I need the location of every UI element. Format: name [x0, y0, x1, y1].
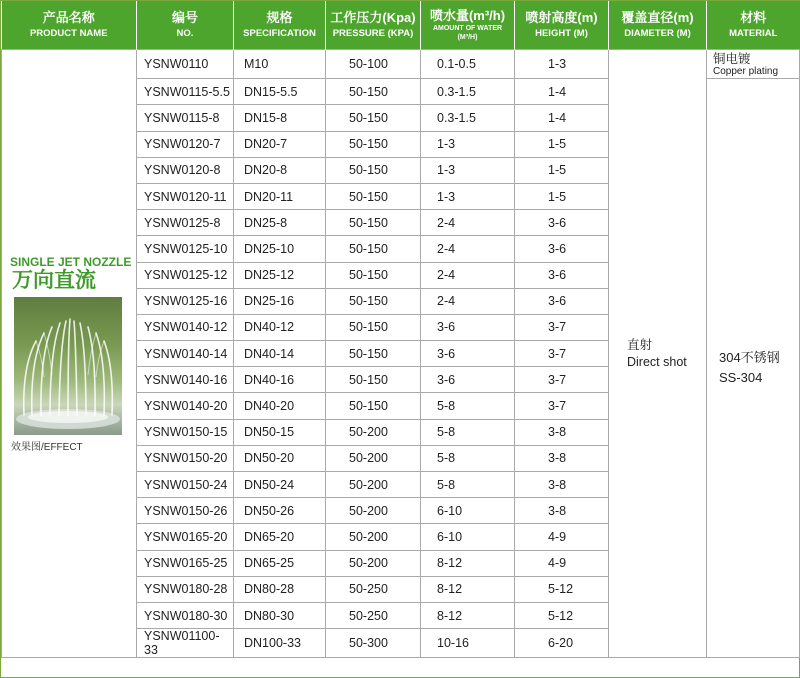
product-cell [2, 50, 137, 658]
model-number: YSNW0115-5.5 [137, 79, 234, 105]
specification: DN40-14 [234, 341, 326, 367]
spec-table [1, 1, 800, 658]
water-amount: 0.3-1.5 [421, 79, 515, 105]
jet-height: 1-3 [515, 50, 609, 79]
model-number: YSNW0165-20 [137, 524, 234, 550]
model-number: YSNW0125-16 [137, 288, 234, 314]
specification: DN40-20 [234, 393, 326, 419]
pressure: 50-150 [326, 236, 421, 262]
model-number: YSNW0115-8 [137, 105, 234, 131]
specification: DN50-15 [234, 419, 326, 445]
material-first-en: Copper plating [713, 66, 779, 77]
jet-height: 6-20 [515, 629, 609, 658]
model-number: YSNW0125-8 [137, 210, 234, 236]
model-number: YSNW0165-25 [137, 550, 234, 576]
water-amount: 0.3-1.5 [421, 105, 515, 131]
fountain-effect-image [14, 297, 122, 435]
specification: DN20-8 [234, 157, 326, 183]
jet-height: 3-6 [515, 262, 609, 288]
jet-height: 4-9 [515, 550, 609, 576]
model-number: YSNW0140-14 [137, 341, 234, 367]
pressure: 50-150 [326, 210, 421, 236]
jet-height: 3-6 [515, 210, 609, 236]
water-amount: 5-8 [421, 472, 515, 498]
jet-height: 3-8 [515, 419, 609, 445]
pressure: 50-150 [326, 183, 421, 209]
pressure: 50-300 [326, 629, 421, 658]
pressure: 50-250 [326, 602, 421, 628]
pressure: 50-200 [326, 498, 421, 524]
pressure: 50-150 [326, 393, 421, 419]
header-product: 产品名称 PRODUCT NAME [2, 1, 137, 50]
water-amount: 0.1-0.5 [421, 50, 515, 79]
model-number: YSNW0150-24 [137, 472, 234, 498]
pressure: 50-200 [326, 445, 421, 471]
jet-height: 1-5 [515, 183, 609, 209]
jet-height: 3-7 [515, 367, 609, 393]
jet-height: 4-9 [515, 524, 609, 550]
fountain-jets-icon [14, 297, 122, 435]
specification: DN80-28 [234, 576, 326, 602]
specification: DN25-8 [234, 210, 326, 236]
model-number: YSNW0140-12 [137, 314, 234, 340]
diameter-cn: 直射 [627, 337, 653, 352]
pressure: 50-150 [326, 314, 421, 340]
header-height: 喷射高度(m) HEIGHT (M) [515, 1, 609, 50]
jet-height: 3-7 [515, 314, 609, 340]
specification: DN40-12 [234, 314, 326, 340]
jet-height: 5-12 [515, 602, 609, 628]
water-amount: 8-12 [421, 576, 515, 602]
water-amount: 5-8 [421, 419, 515, 445]
water-amount: 6-10 [421, 524, 515, 550]
material-first-cell [707, 50, 800, 79]
specification: DN25-12 [234, 262, 326, 288]
jet-height: 3-7 [515, 393, 609, 419]
water-amount: 1-3 [421, 157, 515, 183]
material-main-en: SS-304 [719, 370, 763, 386]
diameter-en: Direct shot [627, 354, 687, 369]
water-amount: 3-6 [421, 341, 515, 367]
product-name-en: SINGLE JET NOZZLE [10, 254, 132, 269]
pressure: 50-150 [326, 105, 421, 131]
specification: DN15-5.5 [234, 79, 326, 105]
jet-height: 3-8 [515, 498, 609, 524]
jet-height: 3-8 [515, 445, 609, 471]
table-body [2, 50, 800, 658]
water-amount: 1-3 [421, 131, 515, 157]
model-number: YSNW01100-33 [137, 629, 234, 658]
specification: DN65-20 [234, 524, 326, 550]
specification: DN65-25 [234, 550, 326, 576]
model-number: YSNW0140-16 [137, 367, 234, 393]
specification: DN25-16 [234, 288, 326, 314]
water-amount: 10-16 [421, 629, 515, 658]
jet-height: 3-7 [515, 341, 609, 367]
specification: M10 [234, 50, 326, 79]
model-number: YSNW0120-7 [137, 131, 234, 157]
specification: DN40-16 [234, 367, 326, 393]
pressure: 50-100 [326, 50, 421, 79]
header-row [2, 1, 800, 50]
pressure: 50-150 [326, 288, 421, 314]
jet-height: 3-6 [515, 288, 609, 314]
pressure: 50-150 [326, 262, 421, 288]
water-amount: 2-4 [421, 262, 515, 288]
specification: DN20-7 [234, 131, 326, 157]
header-water: 喷水量(m³/h) AMOUNT OF WATER (M³/H) [421, 1, 515, 50]
jet-height: 3-8 [515, 472, 609, 498]
water-amount: 5-8 [421, 445, 515, 471]
model-number: YSNW0150-26 [137, 498, 234, 524]
specification: DN15-8 [234, 105, 326, 131]
diameter-cell [609, 50, 707, 658]
specification: DN50-20 [234, 445, 326, 471]
model-number: YSNW0180-28 [137, 576, 234, 602]
pressure: 50-150 [326, 157, 421, 183]
model-number: YSNW0125-10 [137, 236, 234, 262]
model-number: YSNW0125-12 [137, 262, 234, 288]
product-name-cn: 万向直流 [12, 268, 96, 292]
water-amount: 8-12 [421, 602, 515, 628]
specification: DN100-33 [234, 629, 326, 658]
effect-caption: 效果图/EFFECT [11, 441, 83, 453]
material-main-cn: 304不锈钢 [719, 350, 780, 366]
jet-height: 1-4 [515, 79, 609, 105]
jet-height: 5-12 [515, 576, 609, 602]
pressure: 50-200 [326, 419, 421, 445]
pressure: 50-150 [326, 131, 421, 157]
pressure: 50-150 [326, 341, 421, 367]
pressure: 50-200 [326, 550, 421, 576]
jet-height: 1-5 [515, 131, 609, 157]
header-diameter: 覆盖直径(m) DIAMETER (M) [609, 1, 707, 50]
header-no: 编号 NO. [137, 1, 234, 50]
specification: DN20-11 [234, 183, 326, 209]
jet-height: 1-5 [515, 157, 609, 183]
model-number: YSNW0150-20 [137, 445, 234, 471]
water-amount: 2-4 [421, 288, 515, 314]
model-number: YSNW0150-15 [137, 419, 234, 445]
header-material: 材料 MATERIAL [707, 1, 800, 50]
model-number: YSNW0120-11 [137, 183, 234, 209]
water-amount: 1-3 [421, 183, 515, 209]
specification: DN25-10 [234, 236, 326, 262]
pressure: 50-250 [326, 576, 421, 602]
model-number: YSNW0120-8 [137, 157, 234, 183]
specification: DN80-30 [234, 602, 326, 628]
jet-height: 1-4 [515, 105, 609, 131]
pressure: 50-150 [326, 79, 421, 105]
water-amount: 2-4 [421, 210, 515, 236]
pressure: 50-150 [326, 367, 421, 393]
model-number: YSNW0110 [137, 50, 234, 79]
water-amount: 3-6 [421, 314, 515, 340]
pressure: 50-200 [326, 472, 421, 498]
specification: DN50-24 [234, 472, 326, 498]
water-amount: 2-4 [421, 236, 515, 262]
material-main-cell [707, 79, 800, 658]
table-row [2, 50, 800, 79]
model-number: YSNW0180-30 [137, 602, 234, 628]
header-pressure: 工作压力(Kpa) PRESSURE (KPA) [326, 1, 421, 50]
material-first-cn: 铜电镀 [713, 52, 751, 66]
specification: DN50-26 [234, 498, 326, 524]
jet-height: 3-6 [515, 236, 609, 262]
water-amount: 3-6 [421, 367, 515, 393]
pressure: 50-200 [326, 524, 421, 550]
water-amount: 6-10 [421, 498, 515, 524]
water-amount: 8-12 [421, 550, 515, 576]
header-spec: 规格 SPECIFICATION [234, 1, 326, 50]
model-number: YSNW0140-20 [137, 393, 234, 419]
water-amount: 5-8 [421, 393, 515, 419]
